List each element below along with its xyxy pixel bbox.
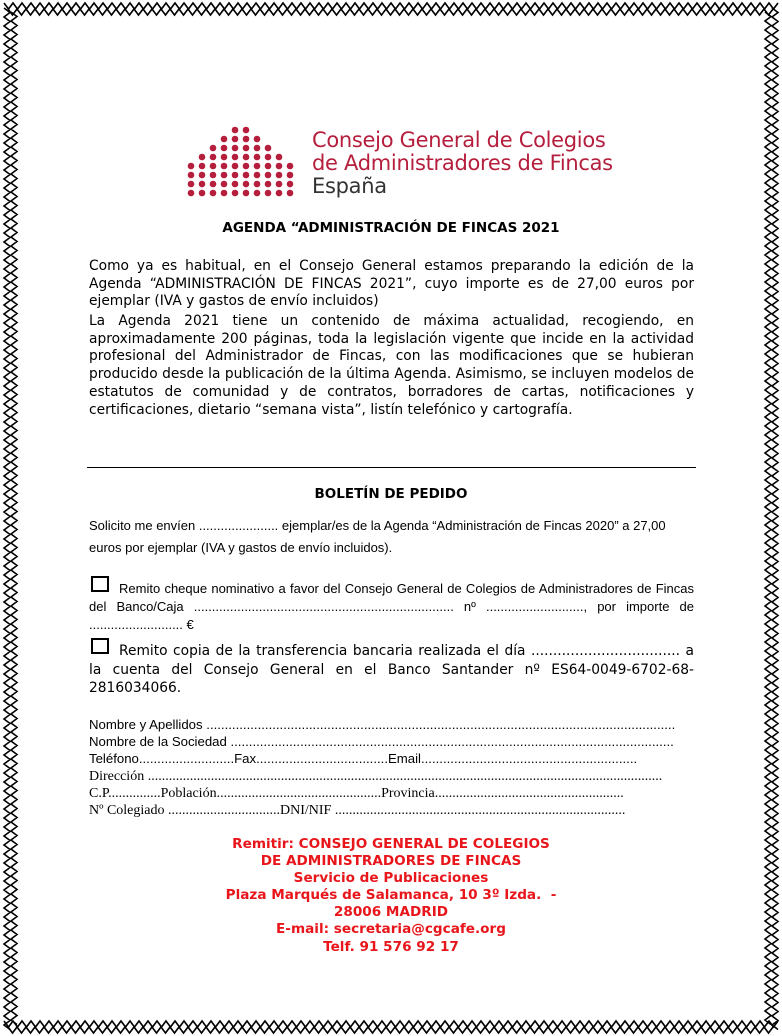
- field-telefono-fax-email[interactable]: Teléfono..........................Fax....................................Email...........................................................: [89, 751, 638, 767]
- intro-text-2: La Agenda 2021 tiene un contenido de máxima actualidad, recogiendo, en aproximadamente 200 páginas, toda la legislación vigente que incide en la actividad profesional del Administrador de Fincas, con las modificaciones que se hubieran producido desde la publicación de la última Agenda. Asimismo, se incluyen modelos de estatutos de comunidad y de contratos, borradores de cartas, notificaciones y certificaciones, dietario “semana vista”, listín telefónico y cartografía.: [89, 313, 694, 418]
- house-dots-logo-icon: [185, 125, 295, 197]
- intro-paragraph-2: [89, 313, 694, 419]
- field-colegiado-dni[interactable]: Nº Colegiado ................................DNI/NIF ...................................................................................: [89, 803, 626, 819]
- field-nombre-apellidos[interactable]: Nombre y Apellidos ................................................................................................................................: [89, 717, 676, 732]
- order-request-text: Solicito me envíen ...................... ejemplar/es de la Agenda “Administración de Fincas 2020” a 27,00 euros por ejemplar (IVA y gastos de envío incluidos).: [89, 518, 666, 555]
- order-heading: BOLETÍN DE PEDIDO: [314, 486, 468, 502]
- section-divider: [87, 467, 696, 468]
- remit-line: Servicio de Publicaciones: [293, 870, 489, 887]
- document-title: AGENDA “ADMINISTRACIÓN DE FINCAS 2021: [222, 220, 560, 236]
- field-cp-poblacion-provincia[interactable]: C.P...............Población...............................................Provincia......................................................: [89, 785, 624, 801]
- remit-address: [0, 836, 782, 956]
- option-cheque: [89, 580, 694, 634]
- remit-line: Remitir: CONSEJO GENERAL DE COLEGIOS: [232, 836, 550, 852]
- remit-phone: Telf. 91 576 92 17: [323, 938, 459, 955]
- logo-text: [312, 129, 613, 198]
- remit-email[interactable]: E-mail: secretaria@cgcafe.org: [276, 921, 506, 938]
- option-cheque-text: Remito cheque nominativo a favor del Consejo General de Colegios de Administradores de Fincas del Banco/Caja ........................................................................ nº ..........................., por importe de .......................... €: [89, 581, 694, 632]
- logo-line-3: España: [312, 174, 387, 198]
- logo-line-2: de Administradores de Fincas: [312, 151, 613, 175]
- option-transfer-text: Remito copia de la transferencia bancaria realizada el día .................................. a la cuenta del Consejo General en el Banco Santander nº ES64-0049-6702-68-2816034066.: [89, 643, 694, 696]
- logo-line-1: Consejo General de Colegios: [312, 128, 606, 152]
- field-direccion[interactable]: Dirección ...................................................................................................................................................: [89, 768, 663, 784]
- intro-paragraph-1: [89, 258, 694, 311]
- option-transfer: [89, 642, 694, 698]
- remit-line: DE ADMINISTRADORES DE FINCAS: [260, 853, 522, 870]
- remit-line: Plaza Marqués de Salamanca, 10 3º Izda. -: [225, 887, 557, 904]
- logo: [185, 125, 613, 200]
- order-form: [89, 716, 695, 819]
- remit-line: 28006 MADRID: [333, 904, 449, 921]
- field-nombre-sociedad[interactable]: Nombre de la Sociedad .........................................................................................................................: [89, 734, 674, 750]
- intro-text-1: Como ya es habitual, en el Consejo General estamos preparando la edición de la Agenda “ADMINISTRACIÓN DE FINCAS 2021”, cuyo importe es de 27,00 euros por ejemplar (IVA y gastos de envío incluidos): [89, 258, 694, 310]
